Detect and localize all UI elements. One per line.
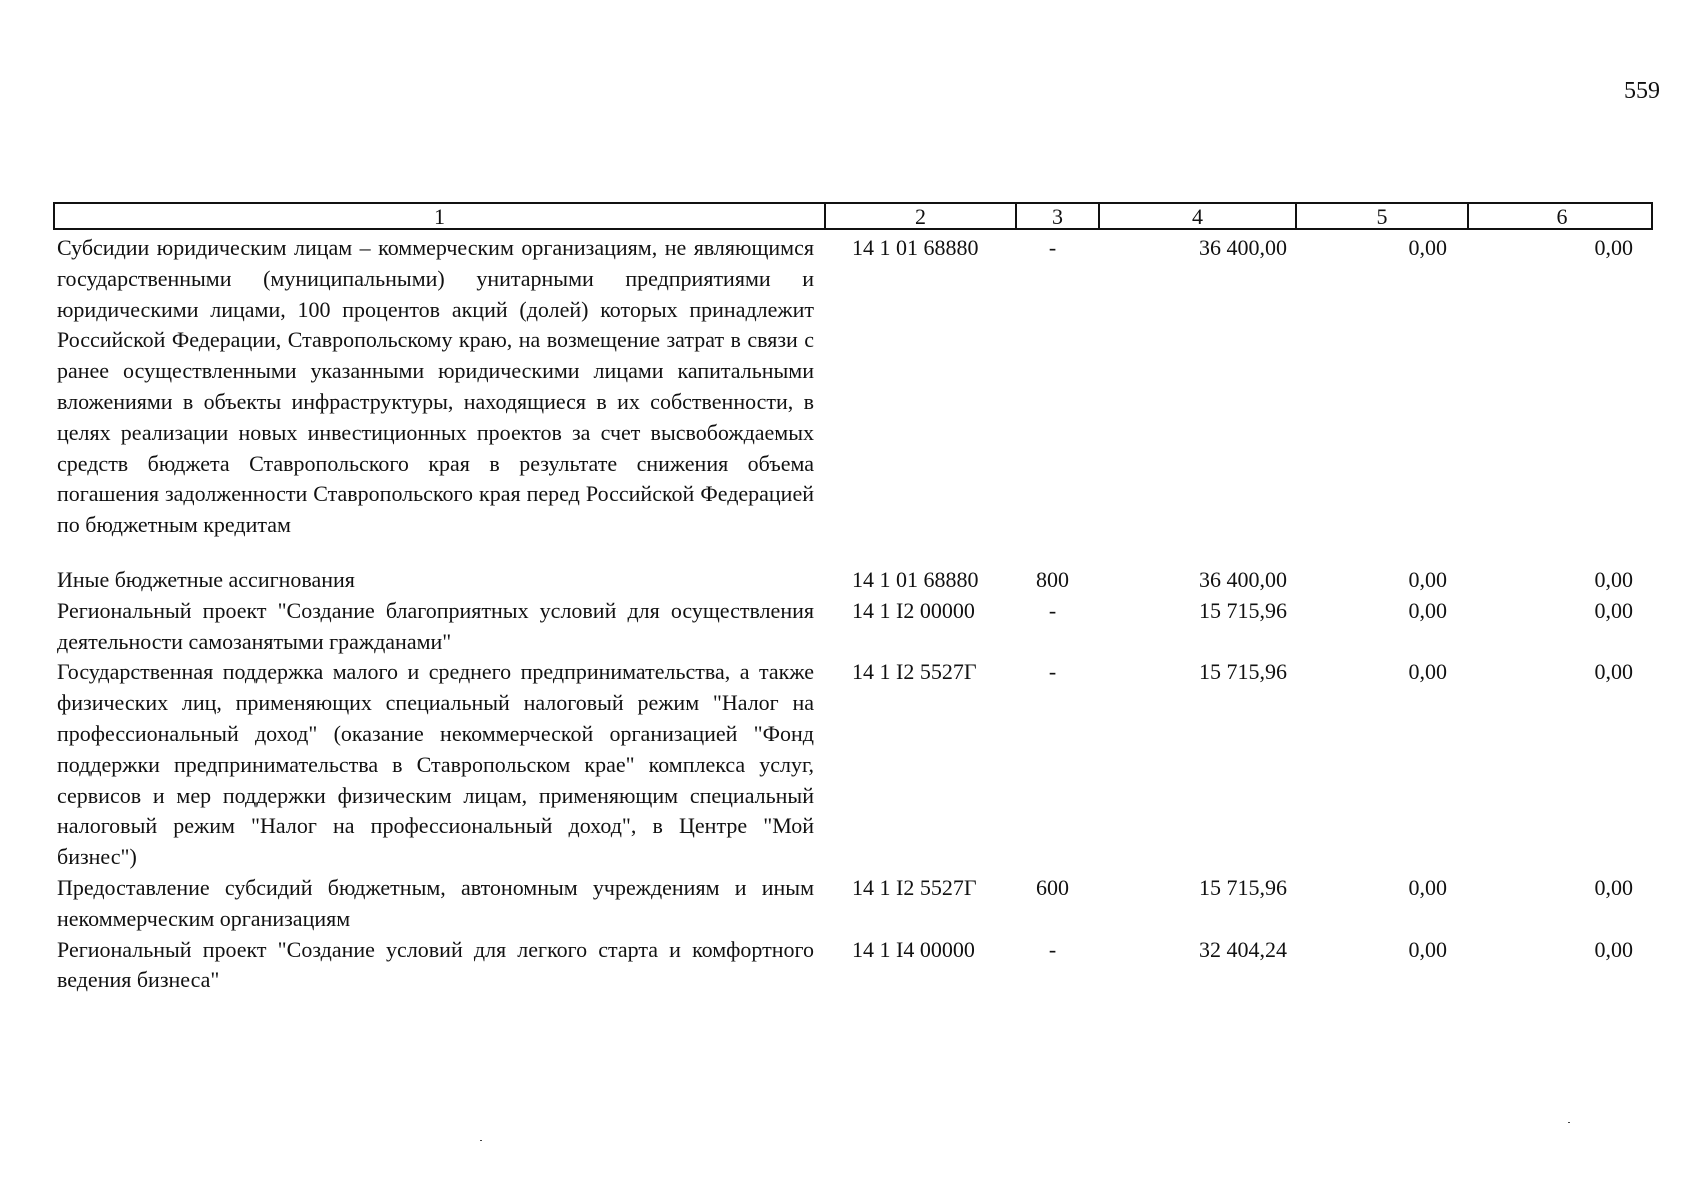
row-amount-col4: 15 715,96 — [1199, 659, 1287, 685]
budget-table — [53, 202, 1653, 996]
table-row — [53, 233, 1653, 541]
row-expense-type: - — [1048, 659, 1057, 685]
column-header-1: 1 — [55, 204, 826, 230]
row-name: Иные бюджетные ассигнования — [57, 566, 355, 592]
row-expense-type: 600 — [1036, 874, 1069, 900]
row-name: Предоставление субсидий бюджетным, автономным учреждениям и иным некоммерческим организациям — [57, 874, 814, 931]
row-amount-col6: 0,00 — [1594, 874, 1633, 900]
row-code: 14 1 01 68880 — [852, 235, 979, 260]
row-name: Региональный проект "Создание благоприятных условий для осуществления деятельности самозанятыми гражданами" — [57, 597, 814, 654]
row-amount-col4: 32 404,24 — [1199, 936, 1287, 962]
page-number: 559 — [1624, 78, 1660, 104]
row-amount-col6: 0,00 — [1594, 235, 1633, 260]
row-amount-col4: 36 400,00 — [1199, 235, 1287, 260]
row-name: Региональный проект "Создание условий для легкого старта и комфортного ведения бизнеса" — [57, 936, 814, 993]
row-expense-type: - — [1048, 936, 1057, 962]
row-amount-col4: 15 715,96 — [1199, 874, 1287, 900]
row-amount-col4: 15 715,96 — [1199, 597, 1287, 623]
column-header-4: 4 — [1100, 204, 1297, 230]
scan-speck — [1568, 1122, 1570, 1123]
column-header-6: 6 — [1556, 204, 1568, 229]
row-expense-type: - — [1048, 235, 1057, 260]
row-amount-col5: 0,00 — [1408, 659, 1447, 685]
row-amount-col5: 0,00 — [1408, 874, 1447, 900]
row-amount-col5: 0,00 — [1408, 597, 1447, 623]
column-header-5: 5 — [1297, 204, 1469, 230]
row-name: Субсидии юридическим лицам – коммерческим организациям, не являющимся государственными (муниципальными) унитарными предприятиями и юридическими лицами, 100 процентов акций (долей) которых принадлежит Российской Федерации, Ставропольскому краю, на возмещение затрат в связи с ранее осуществленными указанными юридическими лицами капитальными вложениями в объекты инфраструктуры, находящиеся в их собственности, в целях реализации новых инвестиционных проектов за счет высвобождаемых средств бюджета Ставропольского края в результате снижения объема погашения задолженности Ставропольского края перед Российской Федерацией по бюджетным кредитам — [57, 235, 814, 538]
row-amount-col6: 0,00 — [1594, 566, 1633, 592]
column-header-2: 2 — [826, 204, 1017, 230]
table-row — [53, 565, 1653, 596]
table-row — [53, 596, 1653, 658]
row-amount-col5: 0,00 — [1408, 936, 1447, 962]
row-code: 14 1 I2 00000 — [852, 597, 975, 623]
row-amount-col5: 0,00 — [1408, 235, 1447, 260]
table-row — [53, 873, 1653, 935]
row-code: 14 1 01 68880 — [852, 566, 979, 592]
row-amount-col5: 0,00 — [1408, 566, 1447, 592]
row-code: 14 1 I4 00000 — [852, 936, 975, 962]
row-expense-type: - — [1048, 597, 1057, 623]
row-amount-col6: 0,00 — [1594, 597, 1633, 623]
row-name: Государственная поддержка малого и среднего предпринимательства, а также физических лиц, применяющих специальный налоговый режим "Налог на профессиональный доход" (оказание некоммерческой организацией "Фонд поддержки предпринимательства в Ставропольском крае" комплекса услуг, сервисов и мер поддержки физическим лицам, применяющим специальный налоговый режим "Налог на профессиональный доход", в Центре "Мой бизнес") — [57, 659, 814, 870]
row-code: 14 1 I2 5527Г — [852, 659, 977, 685]
row-code: 14 1 I2 5527Г — [852, 874, 977, 900]
row-amount-col6: 0,00 — [1594, 936, 1633, 962]
table-header-row — [53, 202, 1653, 230]
row-amount-col6: 0,00 — [1594, 659, 1633, 685]
column-header-3: 3 — [1017, 204, 1100, 230]
row-amount-col4: 36 400,00 — [1199, 566, 1287, 592]
table-body — [53, 233, 1653, 996]
scan-speck — [480, 1140, 482, 1141]
row-expense-type: 800 — [1036, 566, 1069, 592]
table-row — [53, 657, 1653, 873]
table-row — [53, 935, 1653, 997]
